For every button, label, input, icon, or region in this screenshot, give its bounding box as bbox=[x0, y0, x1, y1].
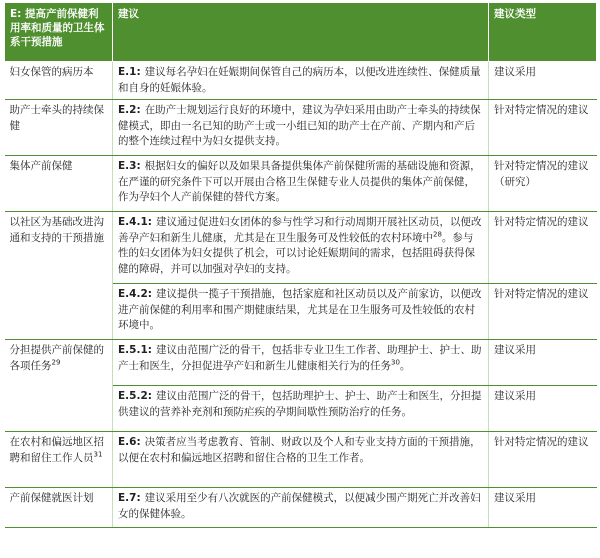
header-topic: E: 提高产前保健利用率和质量的卫生体系干预措施 bbox=[5, 3, 113, 62]
row-topic: 分担提供产前保健的各项任务$^{29}$ bbox=[5, 340, 113, 386]
row-topic: 在农村和偏远地区招聘和留住工作人员$^{31}$ bbox=[5, 432, 113, 488]
table-row bbox=[5, 212, 597, 284]
row-type: 建议采用 bbox=[489, 386, 597, 432]
row-recommendation: E.5.2: 建议由范围广泛的骨干，包括助理护士、护士、助产士和医生，分担提供建议的营养补充剂和预防疟疾的孕期间歇性预防治疗的任务。 bbox=[113, 386, 489, 432]
row-topic: 产前保健就医计划 bbox=[5, 488, 113, 528]
header-type: 建议类型 bbox=[489, 3, 597, 62]
table-row bbox=[5, 386, 597, 432]
row-type: 针对特定情况的建议 bbox=[489, 100, 597, 156]
footnote-ref: 29 bbox=[51, 358, 61, 366]
row-recommendation: E.3: 根据妇女的偏好以及如果具备提供集体产前保健所需的基础设施和资源，在严谨的研究条件下可以开展由合格卫生保健专业人员提供的集体产前保健，作为孕妇个人产前保健的替代方案。 bbox=[113, 156, 489, 212]
row-type: 建议采用 bbox=[489, 340, 597, 386]
row-topic: 妇女保管的病历本 bbox=[5, 62, 113, 100]
row-type: 针对特定情况的建议（研究） bbox=[489, 156, 597, 212]
row-type: 建议采用 bbox=[489, 62, 597, 100]
footnote-ref: 31 bbox=[93, 450, 103, 458]
row-topic: 集体产前保健 bbox=[5, 156, 113, 212]
table-header-row bbox=[5, 3, 597, 62]
row-type: 针对特定情况的建议 bbox=[489, 432, 597, 488]
row-recommendation: E.4.1: 建议通过促进妇女团体的参与性学习和行动周期开展社区动员，以便改善孕产妇和新生儿健康，尤其是在卫生服务可及性较低的农村环境中$^{28}$。参与性的妇女团体为妇女提供了机会，可以讨论妊娠期间的需求，包括阻碍获得保健的障碍，并可以加强对孕妇的支持。 bbox=[113, 212, 489, 284]
table-row bbox=[5, 156, 597, 212]
table-row bbox=[5, 432, 597, 488]
recommendations-table bbox=[4, 2, 597, 528]
table-row bbox=[5, 488, 597, 528]
row-recommendation: E.5.1: 建议由范围广泛的骨干，包括非专业卫生工作者、助理护士、护士、助产士和医生，分担促进孕产妇和新生儿健康相关行为的任务$^{30}$。 bbox=[113, 340, 489, 386]
row-recommendation: E.1: 建议每名孕妇在妊娠期间保管自己的病历本，以便改进连续性、保健质量和自身的妊娠体验。 bbox=[113, 62, 489, 100]
table-row bbox=[5, 100, 597, 156]
table-row bbox=[5, 62, 597, 100]
row-type: 建议采用 bbox=[489, 488, 597, 528]
row-topic: 以社区为基础改进沟通和支持的干预措施 bbox=[5, 212, 113, 284]
row-type: 针对特定情况的建议 bbox=[489, 284, 597, 340]
footnote-ref: 28 bbox=[433, 230, 442, 238]
table-row bbox=[5, 340, 597, 386]
header-recommendation: 建议 bbox=[113, 3, 489, 62]
row-topic: 助产士牵头的持续保健 bbox=[5, 100, 113, 156]
row-recommendation: E.4.2: 建议提供一揽子干预措施，包括家庭和社区动员以及产前家访，以便改进产前保健的利用率和围产期健康结果，尤其是在卫生服务可及性较低的农村环境中。 bbox=[113, 284, 489, 340]
table-row bbox=[5, 284, 597, 340]
row-recommendation: E.7: 建议采用至少有八次就医的产前保健模式，以便减少围产期死亡并改善妇女的保健体验。 bbox=[113, 488, 489, 528]
row-recommendation: E.2: 在助产士规划运行良好的环境中，建议为孕妇采用由助产士牵头的持续保健模式，即由一名已知的助产士或一小组已知的助产士在产前、产期内和产后的整个连续过程中为妇女提供支持。 bbox=[113, 100, 489, 156]
row-recommendation: E.6: 决策者应当考虑教育、管制、财政以及个人和专业支持方面的干预措施，以便在农村和偏远地区招聘和留住合格的卫生工作者。 bbox=[113, 432, 489, 488]
footnote-ref: 30 bbox=[391, 358, 400, 366]
row-type: 针对特定情况的建议 bbox=[489, 212, 597, 284]
row-topic bbox=[5, 386, 113, 432]
row-topic bbox=[5, 284, 113, 340]
